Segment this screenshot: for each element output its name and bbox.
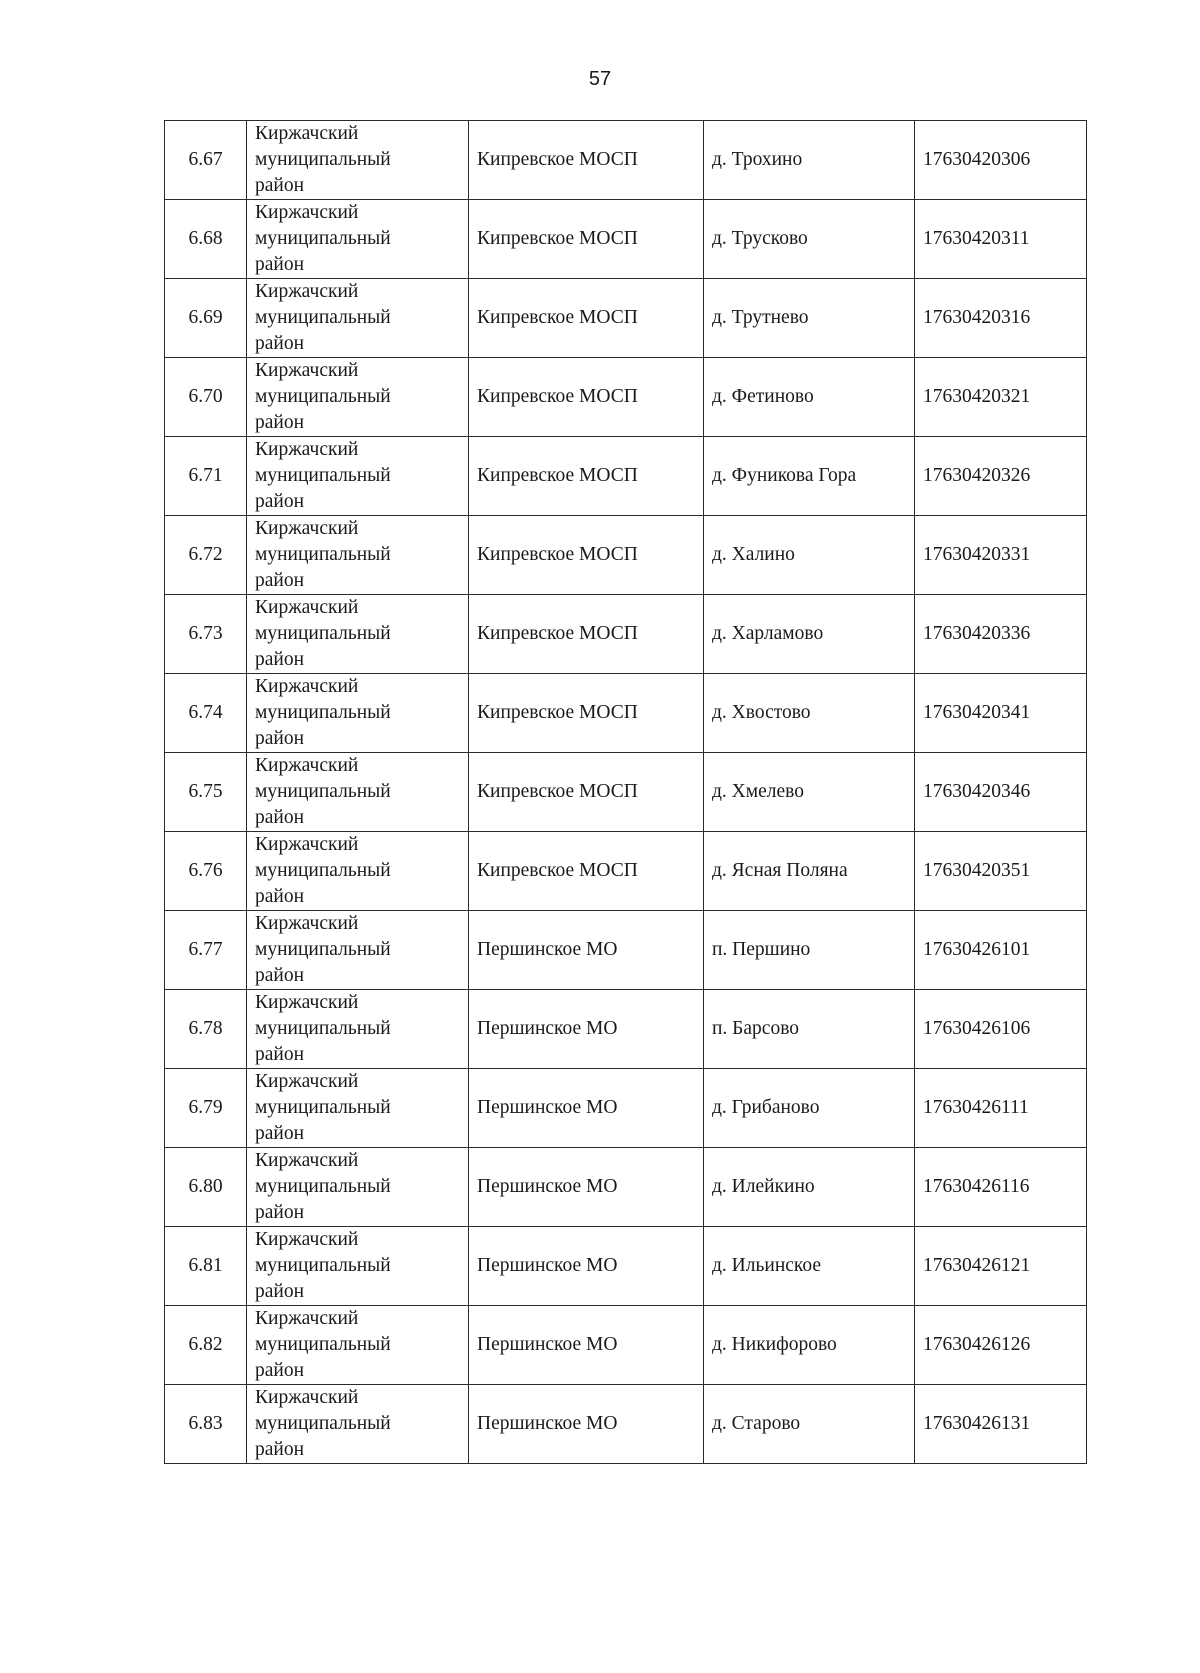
district-line: Киржачский bbox=[255, 913, 359, 934]
municipal-formation-cell: Першинское МО bbox=[469, 1148, 704, 1227]
municipal-formation-cell: Першинское МО bbox=[469, 911, 704, 990]
table-row bbox=[165, 516, 1087, 595]
district-cell bbox=[247, 279, 469, 358]
district-line: район bbox=[255, 886, 305, 907]
district-line: район bbox=[255, 1439, 305, 1460]
oktmo-code-cell: 17630420311 bbox=[915, 200, 1087, 279]
table-row bbox=[165, 121, 1087, 200]
row-number: 6.72 bbox=[165, 516, 247, 595]
district-line: район bbox=[255, 1281, 305, 1302]
district-line: муниципальный bbox=[255, 1176, 391, 1197]
district-cell bbox=[247, 121, 469, 200]
district-line: район bbox=[255, 175, 305, 196]
district-line: Киржачский bbox=[255, 597, 359, 618]
oktmo-code-cell: 17630420321 bbox=[915, 358, 1087, 437]
district-cell bbox=[247, 437, 469, 516]
row-number: 6.73 bbox=[165, 595, 247, 674]
district-line: район bbox=[255, 807, 305, 828]
row-number: 6.79 bbox=[165, 1069, 247, 1148]
table-row bbox=[165, 437, 1087, 516]
oktmo-code-cell: 17630426101 bbox=[915, 911, 1087, 990]
page-number: 57 bbox=[588, 68, 612, 90]
row-number: 6.81 bbox=[165, 1227, 247, 1306]
district-line: Киржачский bbox=[255, 202, 359, 223]
row-number: 6.75 bbox=[165, 753, 247, 832]
district-line: Киржачский bbox=[255, 123, 359, 144]
district-line: Киржачский bbox=[255, 1150, 359, 1171]
district-line: муниципальный bbox=[255, 228, 391, 249]
settlement-cell: д. Трохино bbox=[704, 121, 915, 200]
district-cell bbox=[247, 1306, 469, 1385]
district-line: район bbox=[255, 728, 305, 749]
district-line: район bbox=[255, 491, 305, 512]
oktmo-code-cell: 17630420306 bbox=[915, 121, 1087, 200]
row-number: 6.76 bbox=[165, 832, 247, 911]
settlement-cell: д. Харламово bbox=[704, 595, 915, 674]
district-line: район bbox=[255, 1044, 305, 1065]
table-row bbox=[165, 1306, 1087, 1385]
district-line: район bbox=[255, 1123, 305, 1144]
oktmo-code-cell: 17630426121 bbox=[915, 1227, 1087, 1306]
district-cell bbox=[247, 358, 469, 437]
oktmo-code-cell: 17630426106 bbox=[915, 990, 1087, 1069]
oktmo-code-cell: 17630420336 bbox=[915, 595, 1087, 674]
district-line: муниципальный bbox=[255, 149, 391, 170]
district-line: район bbox=[255, 1360, 305, 1381]
district-line: муниципальный bbox=[255, 307, 391, 328]
settlement-cell: д. Фуникова Гора bbox=[704, 437, 915, 516]
district-line: муниципальный bbox=[255, 386, 391, 407]
municipal-formation-cell: Кипревское МОСП bbox=[469, 437, 704, 516]
district-line: муниципальный bbox=[255, 623, 391, 644]
row-number: 6.69 bbox=[165, 279, 247, 358]
table-row bbox=[165, 911, 1087, 990]
oktmo-code-cell: 17630426131 bbox=[915, 1385, 1087, 1464]
settlement-cell: д. Халино bbox=[704, 516, 915, 595]
district-line: Киржачский bbox=[255, 1387, 359, 1408]
settlement-cell: д. Трутнево bbox=[704, 279, 915, 358]
district-cell bbox=[247, 200, 469, 279]
oktmo-code-cell: 17630420351 bbox=[915, 832, 1087, 911]
municipal-formation-cell: Кипревское МОСП bbox=[469, 121, 704, 200]
municipal-formation-cell: Кипревское МОСП bbox=[469, 358, 704, 437]
district-cell bbox=[247, 674, 469, 753]
oktmo-code-cell: 17630420331 bbox=[915, 516, 1087, 595]
district-cell bbox=[247, 832, 469, 911]
municipal-formation-cell: Першинское МО bbox=[469, 1385, 704, 1464]
oktmo-code-cell: 17630420341 bbox=[915, 674, 1087, 753]
table-row bbox=[165, 1385, 1087, 1464]
row-number: 6.82 bbox=[165, 1306, 247, 1385]
municipal-formation-cell: Кипревское МОСП bbox=[469, 200, 704, 279]
row-number: 6.70 bbox=[165, 358, 247, 437]
settlement-cell: д. Илейкино bbox=[704, 1148, 915, 1227]
row-number: 6.71 bbox=[165, 437, 247, 516]
district-line: муниципальный bbox=[255, 1097, 391, 1118]
table-row bbox=[165, 358, 1087, 437]
settlement-cell: д. Трусково bbox=[704, 200, 915, 279]
row-number: 6.68 bbox=[165, 200, 247, 279]
oktmo-code-cell: 17630426116 bbox=[915, 1148, 1087, 1227]
settlement-cell: п. Барсово bbox=[704, 990, 915, 1069]
oktmo-code-cell: 17630426126 bbox=[915, 1306, 1087, 1385]
municipal-formation-cell: Кипревское МОСП bbox=[469, 595, 704, 674]
district-line: муниципальный bbox=[255, 544, 391, 565]
settlement-cell: д. Старово bbox=[704, 1385, 915, 1464]
district-cell bbox=[247, 1069, 469, 1148]
municipal-formation-cell: Першинское МО bbox=[469, 1227, 704, 1306]
municipal-formation-cell: Кипревское МОСП bbox=[469, 516, 704, 595]
oktmo-code-cell: 17630420346 bbox=[915, 753, 1087, 832]
row-number: 6.77 bbox=[165, 911, 247, 990]
district-cell bbox=[247, 595, 469, 674]
municipal-formation-cell: Кипревское МОСП bbox=[469, 279, 704, 358]
district-line: район bbox=[255, 1202, 305, 1223]
district-line: муниципальный bbox=[255, 860, 391, 881]
district-cell bbox=[247, 911, 469, 990]
row-number: 6.78 bbox=[165, 990, 247, 1069]
district-line: район bbox=[255, 254, 305, 275]
district-line: Киржачский bbox=[255, 755, 359, 776]
district-line: муниципальный bbox=[255, 1255, 391, 1276]
district-line: муниципальный bbox=[255, 1413, 391, 1434]
table-row bbox=[165, 1069, 1087, 1148]
municipal-formation-cell: Першинское МО bbox=[469, 990, 704, 1069]
table-row bbox=[165, 753, 1087, 832]
table-row bbox=[165, 200, 1087, 279]
row-number: 6.80 bbox=[165, 1148, 247, 1227]
municipal-formation-cell: Кипревское МОСП bbox=[469, 832, 704, 911]
district-line: Киржачский bbox=[255, 676, 359, 697]
district-line: муниципальный bbox=[255, 939, 391, 960]
row-number: 6.67 bbox=[165, 121, 247, 200]
table-row bbox=[165, 279, 1087, 358]
municipal-formation-cell: Першинское МО bbox=[469, 1306, 704, 1385]
settlement-table bbox=[164, 120, 1087, 1464]
district-line: Киржачский bbox=[255, 360, 359, 381]
district-line: муниципальный bbox=[255, 1018, 391, 1039]
table-row bbox=[165, 990, 1087, 1069]
table-row bbox=[165, 674, 1087, 753]
table-row bbox=[165, 595, 1087, 674]
settlement-cell: д. Грибаново bbox=[704, 1069, 915, 1148]
district-line: район bbox=[255, 570, 305, 591]
table-row bbox=[165, 1227, 1087, 1306]
oktmo-code-cell: 17630426111 bbox=[915, 1069, 1087, 1148]
settlement-cell: д. Хмелево bbox=[704, 753, 915, 832]
district-cell bbox=[247, 516, 469, 595]
settlement-cell: п. Першино bbox=[704, 911, 915, 990]
district-cell bbox=[247, 1385, 469, 1464]
district-line: Киржачский bbox=[255, 834, 359, 855]
row-number: 6.74 bbox=[165, 674, 247, 753]
district-line: Киржачский bbox=[255, 518, 359, 539]
table-row bbox=[165, 1148, 1087, 1227]
settlement-cell: д. Никифорово bbox=[704, 1306, 915, 1385]
district-cell bbox=[247, 753, 469, 832]
settlement-cell: д. Фетиново bbox=[704, 358, 915, 437]
oktmo-code-cell: 17630420326 bbox=[915, 437, 1087, 516]
district-line: район bbox=[255, 333, 305, 354]
row-number: 6.83 bbox=[165, 1385, 247, 1464]
district-cell bbox=[247, 1148, 469, 1227]
district-line: Киржачский bbox=[255, 1308, 359, 1329]
settlement-cell: д. Ильинское bbox=[704, 1227, 915, 1306]
district-line: Киржачский bbox=[255, 992, 359, 1013]
settlement-cell: д. Хвостово bbox=[704, 674, 915, 753]
district-line: Киржачский bbox=[255, 1071, 359, 1092]
district-line: муниципальный bbox=[255, 465, 391, 486]
district-line: район bbox=[255, 649, 305, 670]
district-line: Киржачский bbox=[255, 281, 359, 302]
district-cell bbox=[247, 990, 469, 1069]
municipal-formation-cell: Кипревское МОСП bbox=[469, 753, 704, 832]
municipal-formation-cell: Першинское МО bbox=[469, 1069, 704, 1148]
oktmo-code-cell: 17630420316 bbox=[915, 279, 1087, 358]
district-line: муниципальный bbox=[255, 781, 391, 802]
district-line: Киржачский bbox=[255, 439, 359, 460]
settlement-cell: д. Ясная Поляна bbox=[704, 832, 915, 911]
district-line: муниципальный bbox=[255, 702, 391, 723]
district-cell bbox=[247, 1227, 469, 1306]
district-line: район bbox=[255, 412, 305, 433]
district-line: район bbox=[255, 965, 305, 986]
table-row bbox=[165, 832, 1087, 911]
district-line: Киржачский bbox=[255, 1229, 359, 1250]
district-line: муниципальный bbox=[255, 1334, 391, 1355]
municipal-formation-cell: Кипревское МОСП bbox=[469, 674, 704, 753]
